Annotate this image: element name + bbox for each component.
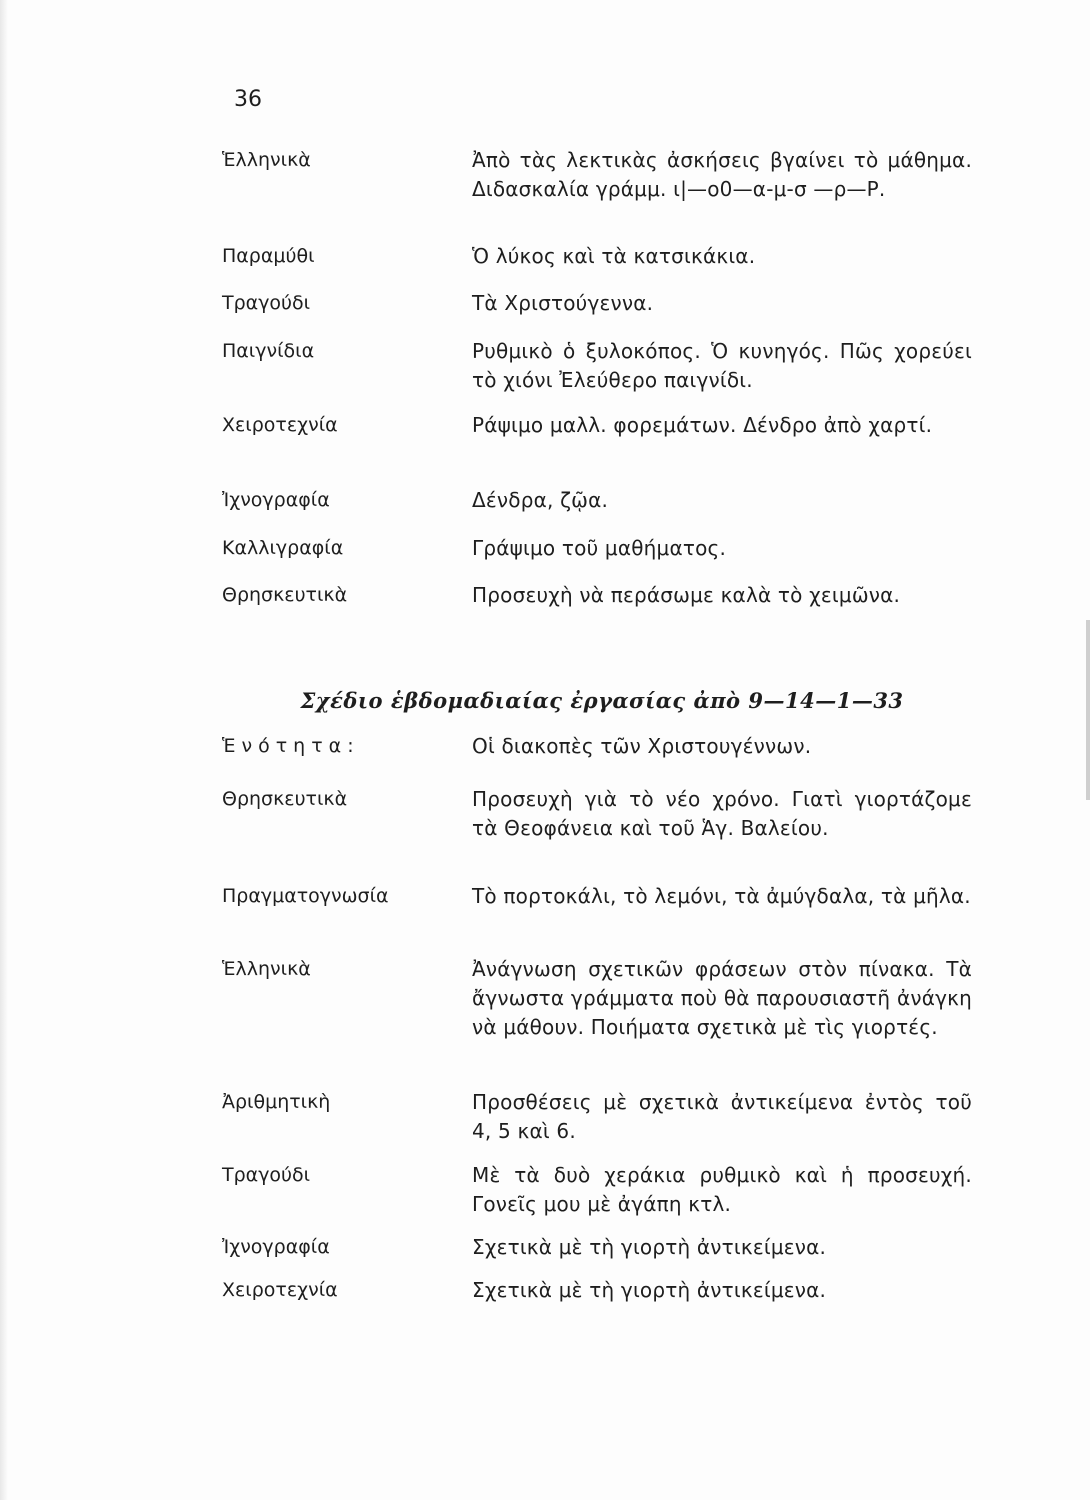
subject-label: Ἀριθμητικὴ (222, 1091, 331, 1113)
subject-content: Σχετικὰ μὲ τὴ γιορτὴ ἀντικείμενα. (472, 1235, 827, 1259)
subject-label: Τραγούδι (222, 1164, 311, 1186)
subject-label: Χειροτεχνία (222, 1279, 338, 1301)
subject-label: Παιγνίδια (222, 340, 315, 362)
subject-content: Ράψιμο μαλλ. φορεμάτων. Δένδρο ἀπὸ χαρτί. (472, 413, 933, 437)
subject-content: Προσευχὴ γιὰ τὸ νέο χρόνο. Γιατὶ γιορτάζομε τὰ Θεοφάνεια καὶ τοῦ Ἁγ. Βαλείου. (472, 787, 972, 840)
subject-label: Ἑλληνικὰ (222, 149, 311, 171)
subject-label: Καλλιγραφία (222, 537, 344, 559)
subject-content: Ὁ λύκος καὶ τὰ κατσικάκια. (472, 244, 756, 268)
scan-edge-right (1086, 620, 1090, 800)
subject-label: Τραγούδι (222, 292, 311, 314)
subject-label: Παραμύθι (222, 245, 315, 267)
subject-content: Τὸ πορτοκάλι, τὸ λεμόνι, τὰ ἀμύγδαλα, τὰ μῆλα. (472, 884, 971, 908)
unit-value: Οἱ διακοπὲς τῶν Χριστουγέννων. (472, 734, 812, 758)
scan-edge-left (0, 0, 8, 1500)
subject-content: Τὰ Χριστούγεννα. (472, 291, 654, 315)
subject-content: Γράψιμο τοῦ μαθήματος. (472, 536, 727, 560)
subject-label: Θρησκευτικὰ (222, 584, 348, 606)
subject-content: Μὲ τὰ δυὸ χεράκια ρυθμικὸ καὶ ἡ προσευχή. Γονεῖς μου μὲ ἀγάπη κτλ. (472, 1163, 972, 1216)
weekly-plan-heading: Σχέδιο ἑβδομαδιαίας ἐργασίας ἀπὸ 9—14—1—33 (300, 688, 904, 713)
subject-label: Ἰχνογραφία (222, 1236, 330, 1258)
subject-content: Προσθέσεις μὲ σχετικὰ ἀντικείμενα ἐντὸς τοῦ 4, 5 καὶ 6. (472, 1090, 972, 1143)
page-number: 36 (234, 87, 262, 112)
subject-content: Ρυθμικὸ ὁ ξυλοκόπος. Ὁ κυνηγός. Πῶς χορεύει τὸ χιόνι Ἐλεύθερο παιγνίδι. (472, 339, 972, 392)
unit-label: Ἑνότητα: (222, 735, 360, 757)
subject-label: Χειροτεχνία (222, 414, 338, 436)
subject-content: Ἀνάγνωση σχετικῶν φράσεων στὸν πίνακα. Τὰ ἄγνωστα γράμματα ποὺ θὰ παρουσιαστῆ ἀνάγκη νὰ μάθουν. Ποιήματα σχετικὰ μὲ τὶς γιορτές. (472, 957, 972, 1039)
subject-label: Ἰχνογραφία (222, 489, 330, 511)
subject-label: Πραγματογνωσία (222, 885, 389, 907)
subject-content: Προσευχὴ νὰ περάσωμε καλὰ τὸ χειμῶνα. (472, 583, 901, 607)
subject-content: Ἀπὸ τὰς λεκτικὰς ἀσκήσεις βγαίνει τὸ μάθημα. Διδασκαλία γράμμ. ι|—ο0—α-μ-σ —ρ—Ρ. (472, 148, 972, 201)
subject-content: Σχετικὰ μὲ τὴ γιορτὴ ἀντικείμενα. (472, 1278, 827, 1302)
subject-content: Δένδρα, ζῷα. (472, 488, 609, 512)
subject-label: Θρησκευτικὰ (222, 788, 348, 810)
subject-label: Ἑλληνικὰ (222, 958, 311, 980)
